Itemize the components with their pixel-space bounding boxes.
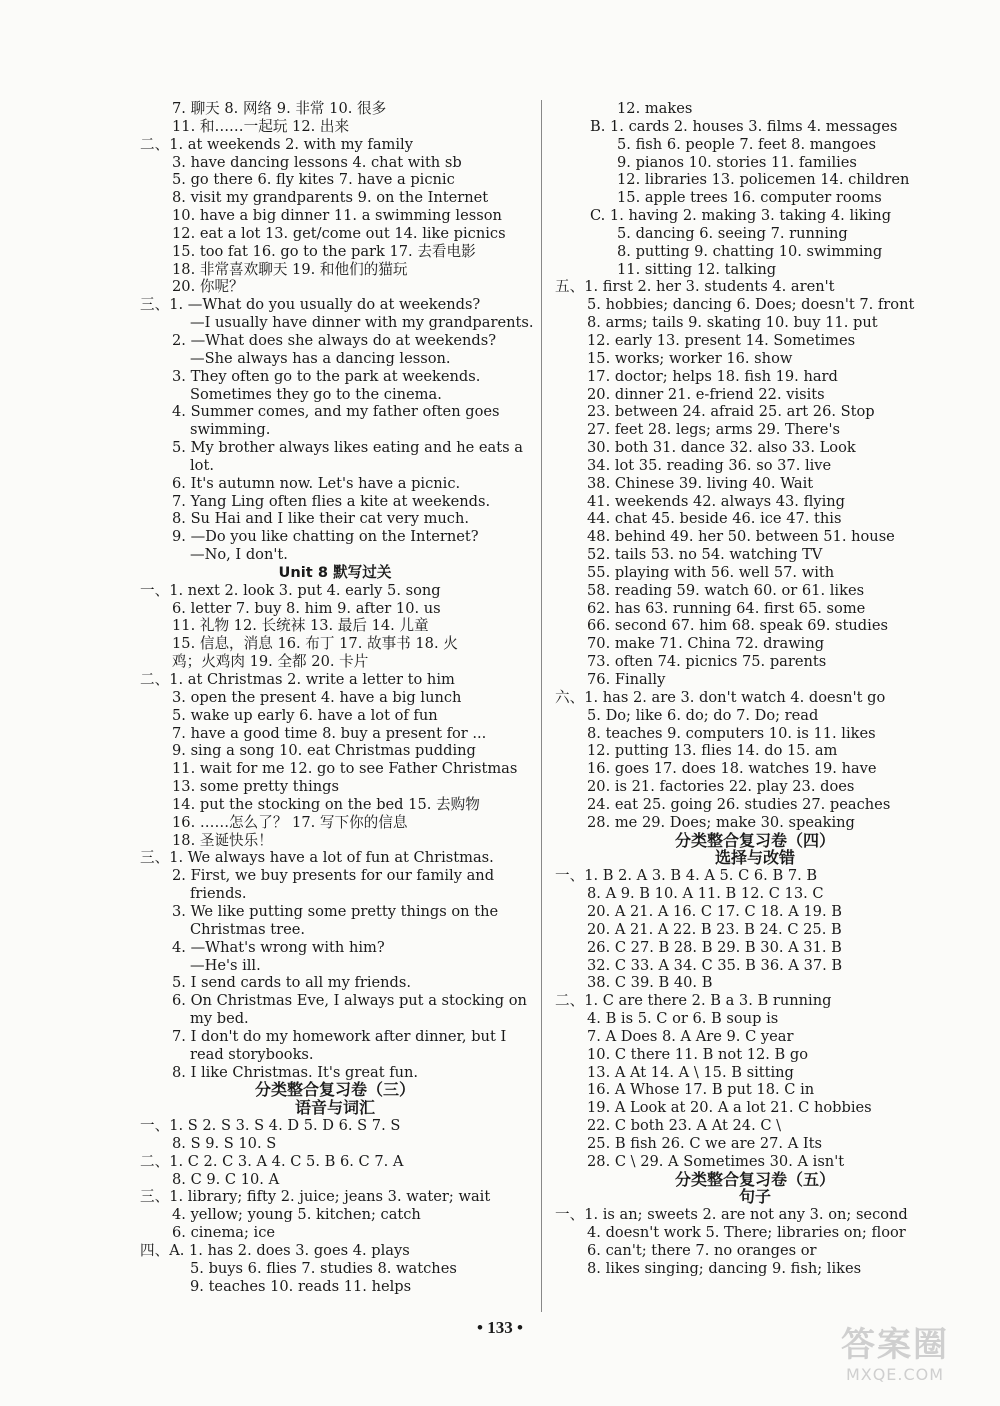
answer-line: 5. dancing 6. seeing 7. running xyxy=(617,224,848,242)
answer-line: C. 1. having 2. making 3. taking 4. liking xyxy=(590,207,892,225)
answer-line: 5. My brother always likes eating and he eats a xyxy=(172,439,523,457)
answer-line: 8. teaches 9. computers 10. is 11. likes xyxy=(587,724,876,742)
answer-line: 三、1. We always have a lot of fun at Christmas. xyxy=(140,849,494,867)
answer-line: 62. has 63. running 64. first 65. some xyxy=(587,599,866,617)
section-heading: 分类整合复习卷（三） xyxy=(254,1080,415,1100)
answer-line: 16. ……怎么了？ 17. 写下你的信息 xyxy=(172,813,408,831)
answer-line: 11. 礼物 12. 长统袜 13. 最后 14. 儿童 xyxy=(172,617,429,635)
answer-line: 一、1. B 2. A 3. B 4. A 5. C 6. B 7. B xyxy=(555,867,818,885)
watermark-text: 答案圈 xyxy=(841,1325,949,1365)
answer-line: 3. They often go to the park at weekends. xyxy=(172,367,481,385)
answer-line: 8. likes singing; dancing 9. fish; likes xyxy=(587,1259,862,1277)
answer-line: 20. dinner 21. e-friend 22. visits xyxy=(587,385,825,403)
answer-line: 8. visit my grandparents 9. on the Internet xyxy=(172,189,489,207)
answer-line: 9. teaches 10. reads 11. helps xyxy=(190,1277,412,1295)
answer-line: 5. wake up early 6. have a lot of fun xyxy=(172,706,438,724)
answer-line: 8. A 9. B 10. A 11. B 12. C 13. C xyxy=(587,885,824,903)
answer-line: B. 1. cards 2. houses 3. films 4. messages xyxy=(590,117,898,135)
section-heading: 语音与词汇 xyxy=(294,1098,375,1118)
right-column xyxy=(555,100,955,1278)
left-column xyxy=(140,100,534,1296)
answer-line: 6. letter 7. buy 8. him 9. after 10. us xyxy=(172,599,441,617)
answer-line: 41. weekends 42. always 43. flying xyxy=(587,492,845,510)
answer-line: 2. First, we buy presents for our family and xyxy=(172,867,495,885)
answer-line: Christmas tree. xyxy=(190,920,305,938)
answer-line: 23. between 24. afraid 25. art 26. Stop xyxy=(587,403,875,421)
section-heading: Unit 8 默写过关 xyxy=(278,563,392,581)
watermark-url: MXQE.COM xyxy=(845,1365,945,1384)
answer-line: —She always has a dancing lesson. xyxy=(190,349,451,367)
answer-line: 4. B is 5. C or 6. B soup is xyxy=(587,1010,779,1028)
answer-line: 5. hobbies; dancing 6. Does; doesn't 7. front xyxy=(587,296,915,314)
answer-line: 7. Yang Ling often flies a kite at weekends. xyxy=(172,492,491,510)
answer-line: 11. sitting 12. talking xyxy=(617,260,777,278)
answer-line: 38. C 39. B 40. B xyxy=(587,974,713,992)
answer-line: 14. put the stocking on the bed 15. 去购物 xyxy=(172,795,480,813)
answer-line: 一、1. next 2. look 3. put 4. early 5. song xyxy=(140,581,441,599)
answer-line: 15. apple trees 16. computer rooms xyxy=(617,189,882,207)
answer-line: 22. C both 23. A At 24. C \ xyxy=(587,1117,782,1135)
answer-line: 55. playing with 56. well 57. with xyxy=(587,563,835,581)
answer-line: 8. S 9. S 10. S xyxy=(172,1134,277,1152)
answer-line: 4. doesn't work 5. There; libraries on; floor xyxy=(587,1224,906,1242)
answer-line: Sometimes they go to the cinema. xyxy=(190,385,442,403)
answer-line: 8. Su Hai and I like their cat very much. xyxy=(172,510,470,528)
answer-line: 28. C \ 29. A Sometimes 30. A isn't xyxy=(587,1152,845,1170)
answer-line: 五、1. first 2. her 3. students 4. aren't xyxy=(555,278,835,296)
answer-line: 12. eat a lot 13. get/come out 14. like picnics xyxy=(172,224,506,242)
answer-line: 三、1. —What do you usually do at weekends? xyxy=(140,296,481,314)
answer-line: 34. lot 35. reading 36. so 37. live xyxy=(587,456,832,474)
answer-line: 7. 聊天 8. 网络 9. 非常 10. 很多 xyxy=(172,100,387,117)
answer-line: 二、1. at Christmas 2. write a letter to him xyxy=(140,671,455,688)
answer-line: 17. doctor; helps 18. fish 19. hard xyxy=(587,367,838,385)
answer-line: 10. have a big dinner 11. a swimming lesson xyxy=(172,207,502,225)
answer-line: 16. A Whose 17. B put 18. C in xyxy=(587,1081,815,1099)
answer-line: 11. 和……一起玩 12. 出来 xyxy=(172,117,350,135)
answer-line: 27. feet 28. legs; arms 29. There's xyxy=(587,421,840,439)
answer-line: 12. early 13. present 14. Sometimes xyxy=(587,331,856,349)
answer-line: 18. 圣诞快乐！ xyxy=(172,831,273,849)
answer-line: 13. A At 14. A \ 15. B sitting xyxy=(587,1063,794,1081)
watermark-logo xyxy=(800,1325,990,1395)
answer-line: 7. have a good time 8. buy a present for ... xyxy=(172,724,487,742)
answer-line: 12. libraries 13. policemen 14. children xyxy=(617,171,910,189)
page-number: • 133 • xyxy=(477,1318,523,1337)
answer-line: 6. cinema; ice xyxy=(172,1224,276,1242)
answer-line: swimming. xyxy=(190,421,271,439)
answer-line: 70. make 71. China 72. drawing xyxy=(587,635,825,653)
answer-line: 9. pianos 10. stories 11. families xyxy=(617,153,857,171)
answer-line: lot. xyxy=(190,456,214,474)
answer-line: 13. some pretty things xyxy=(172,778,339,796)
answer-line: 18. 非常喜欢聊天 19. 和他们的猫玩 xyxy=(172,260,408,278)
answer-line: 3. open the present 4. have a big lunch xyxy=(172,688,462,706)
answer-line: 10. C there 11. B not 12. B go xyxy=(587,1045,809,1063)
answer-line: 5. go there 6. fly kites 7. have a picnic xyxy=(172,171,455,189)
answer-line: 8. putting 9. chatting 10. swimming xyxy=(617,242,883,260)
answer-line: 4. yellow; young 5. kitchen; catch xyxy=(172,1206,421,1224)
answer-line: 一、1. S 2. S 3. S 4. D 5. D 6. S 7. S xyxy=(140,1117,401,1135)
answer-line: 38. Chinese 39. living 40. Wait xyxy=(587,474,814,492)
answer-line: read storybooks. xyxy=(190,1045,314,1063)
answer-line: 12. putting 13. flies 14. do 15. am xyxy=(587,742,838,760)
answer-line: 76. Finally xyxy=(587,671,666,688)
answer-line: 二、1. C 2. C 3. A 4. C 5. B 6. C 7. A xyxy=(140,1152,404,1170)
answer-line: 5. Do; like 6. do; do 7. Do; read xyxy=(587,706,819,724)
answer-line: 3. have dancing lessons 4. chat with sb xyxy=(172,153,462,171)
answer-line: 7. A Does 8. A Are 9. C year xyxy=(587,1027,794,1045)
answer-line: 4. Summer comes, and my father often goes xyxy=(172,403,500,421)
answer-line: —I usually have dinner with my grandparents. xyxy=(190,314,534,332)
answer-line: 4. —What's wrong with him? xyxy=(172,938,385,956)
answer-line: 六、1. has 2. are 3. don't watch 4. doesn't go xyxy=(555,688,886,706)
answer-line: 20. is 21. factories 22. play 23. does xyxy=(587,778,855,796)
answer-line: 6. On Christmas Eve, I always put a stocking on xyxy=(172,992,527,1010)
answer-line: 三、1. library; fifty 2. juice; jeans 3. water; wait xyxy=(140,1188,491,1206)
answer-line: 3. We like putting some pretty things on the xyxy=(172,902,499,920)
answer-line: 66. second 67. him 68. speak 69. studies xyxy=(587,617,888,635)
answer-line: 鸡；火鸡肉 19. 全都 20. 卡片 xyxy=(172,653,369,671)
answer-line: 四、A. 1. has 2. does 3. goes 4. plays xyxy=(140,1242,410,1259)
answer-line: 6. can't; there 7. no oranges or xyxy=(587,1242,817,1259)
section-heading: 分类整合复习卷（四） xyxy=(674,830,835,850)
answer-line: 5. I send cards to all my friends. xyxy=(172,974,412,992)
answer-line: 8. C 9. C 10. A xyxy=(172,1170,280,1188)
answer-line: 20. A 21. A 22. B 23. B 24. C 25. B xyxy=(587,920,842,938)
section-heading: 选择与改错 xyxy=(714,848,795,868)
answer-line: 44. chat 45. beside 46. ice 47. this xyxy=(587,510,842,528)
answer-line: 26. C 27. B 28. B 29. B 30. A 31. B xyxy=(587,938,842,956)
answer-line: 7. I don't do my homework after dinner, but I xyxy=(172,1027,507,1045)
answer-line: 16. goes 17. does 18. watches 19. have xyxy=(587,760,877,778)
section-heading: 分类整合复习卷（五） xyxy=(674,1169,835,1189)
answer-line: 25. B fish 26. C we are 27. A Its xyxy=(587,1134,822,1152)
answer-line: 24. eat 25. going 26. studies 27. peaches xyxy=(587,795,891,813)
answer-line: friends. xyxy=(190,885,247,903)
answer-line: 20. A 21. A 16. C 17. C 18. A 19. B xyxy=(587,902,842,920)
answer-line: 15. too fat 16. go to the park 17. 去看电影 xyxy=(172,242,476,260)
section-heading: 句子 xyxy=(738,1187,771,1207)
answer-line: 6. It's autumn now. Let's have a picnic. xyxy=(172,474,461,492)
answer-line: 48. behind 49. her 50. between 51. house xyxy=(587,528,895,546)
answer-line: 32. C 33. A 34. C 35. B 36. A 37. B xyxy=(587,956,843,974)
answer-line: 8. I like Christmas. It's great fun. xyxy=(172,1063,419,1081)
answer-line: 二、1. C are there 2. B a 3. B running xyxy=(555,992,832,1010)
answer-line: 73. often 74. picnics 75. parents xyxy=(587,653,827,671)
answer-line: 15. works; worker 16. show xyxy=(587,349,793,367)
answer-line: 9. —Do you like chatting on the Internet? xyxy=(172,528,479,546)
answer-line: 12. makes xyxy=(617,100,693,117)
answer-line: 一、1. is an; sweets 2. are not any 3. on; second xyxy=(555,1206,908,1224)
answer-line: 30. both 31. dance 32. also 33. Look xyxy=(587,439,856,457)
answer-line: my bed. xyxy=(190,1010,249,1028)
answer-line: 11. wait for me 12. go to see Father Christmas xyxy=(172,760,518,778)
answer-line: 2. —What does she always do at weekends? xyxy=(172,331,497,349)
answer-line: 15. 信息，消息 16. 布丁 17. 故事书 18. 火 xyxy=(172,635,458,653)
answer-line: 5. buys 6. flies 7. studies 8. watches xyxy=(190,1259,457,1277)
answer-line: 52. tails 53. no 54. watching TV xyxy=(587,546,823,564)
answer-line: 5. fish 6. people 7. feet 8. mangoes xyxy=(617,135,876,153)
column-divider xyxy=(541,100,542,1312)
answer-line: 28. me 29. Does; make 30. speaking xyxy=(587,813,855,831)
answer-line: 58. reading 59. watch 60. or 61. likes xyxy=(587,581,865,599)
answer-line: 19. A Look at 20. A a lot 21. C hobbies xyxy=(587,1099,872,1117)
answer-line: 8. arms; tails 9. skating 10. buy 11. put xyxy=(587,314,878,332)
answer-line: 9. sing a song 10. eat Christmas pudding xyxy=(172,742,476,760)
answer-line: 20. 你呢？ xyxy=(172,278,244,296)
answer-line: —He's ill. xyxy=(190,956,261,974)
answer-line: 二、1. at weekends 2. with my family xyxy=(140,135,413,153)
answer-line: —No, I don't. xyxy=(190,546,288,564)
